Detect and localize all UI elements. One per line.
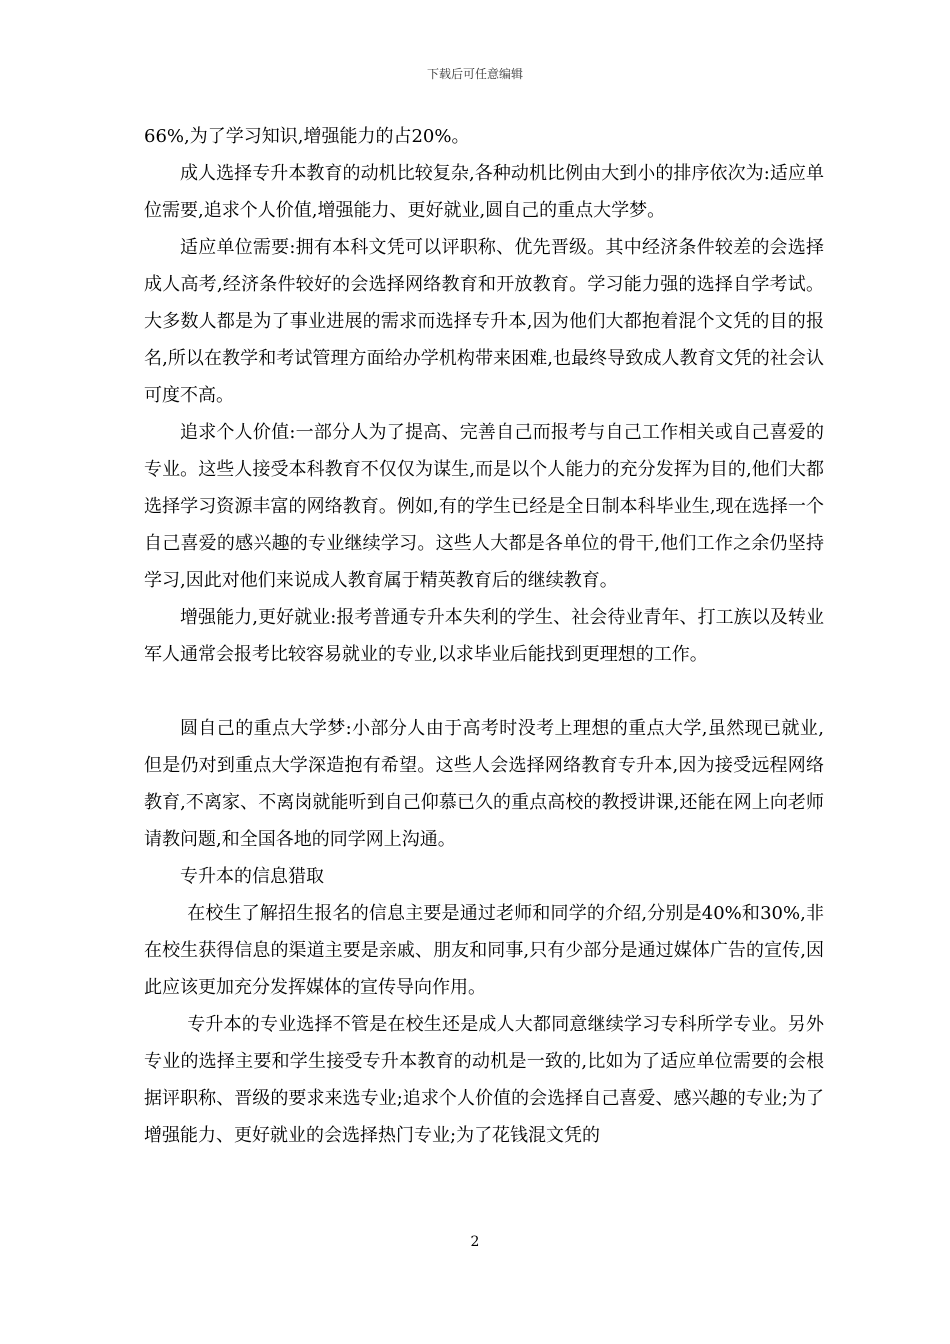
paragraph-adapt-unit-needs: 适应单位需要:拥有本科文凭可以评职称、优先晋级。其中经济条件较差的会选择成人高考,经济条件较好的会选择网络教育和开放教育。学习能力强的选择自学考试。大多数人都是为了事业进展的需求而选择专升本,因为他们大都抱着混个文凭的目的报名,所以在教学和考试管理方面给办学机构带来困难,也最终导致成人教育文凭的社会认可度不高。: [144, 237, 824, 406]
paragraph-personal-value: 追求个人价值:一部分人为了提高、完善自己而报考与自己工作相关或自己喜爱的专业。这些人接受本科教育不仅仅为谋生,而是以个人能力的充分发挥为目的,他们大都选择学习资源丰富的网络教育。例如,有的学生已经是全日制本科毕业生,现在选择一个自己喜爱的感兴趣的专业继续学习。这些人大都是各单位的骨干,他们工作之余仍坚持学习,因此对他们来说成人教育属于精英教育后的继续教育。: [144, 422, 824, 591]
paragraph-continuation: 66%,为了学习知识,增强能力的占20%。: [144, 126, 470, 147]
page-header: 下载后可任意编辑: [426, 67, 523, 81]
page-number: 2: [470, 1234, 480, 1250]
section-heading-information: 专升本的信息猎取: [180, 866, 324, 887]
paragraph-major-selection: 专升本的专业选择不管是在校生还是成人大都同意继续学习专科所学专业。另外专业的选择主要和学生接受专升本教育的动机是一致的,比如为了适应单位需要的会根据评职称、晋级的要求来选专业;追求个人价值的会选择自己喜爱、感兴趣的专业;为了增强能力、更好就业的会选择热门专业;为了花钱混文凭的: [144, 1014, 824, 1146]
paragraph-information-channels: 在校生了解招生报名的信息主要是通过老师和同学的介绍,分别是40%和30%,非在校生获得信息的渠道主要是亲戚、朋友和同事,只有少部分是通过媒体广告的宣传,因此应该更加充分发挥媒体的宣传导向作用。: [144, 903, 824, 998]
paragraph-key-university-dream: 圆自己的重点大学梦:小部分人由于高考时没考上理想的重点大学,虽然现已就业,但是仍对到重点大学深造抱有希望。这些人会选择网络教育专升本,因为接受远程网络教育,不离家、不离岗就能听到自己仰慕已久的重点高校的教授讲课,还能在网上向老师请教问题,和全国各地的同学网上沟通。: [144, 718, 824, 850]
document-body: [144, 118, 824, 1154]
blank-line: [144, 673, 824, 710]
paragraph-better-employment: 增强能力,更好就业:报考普通专升本失利的学生、社会待业青年、打工族以及转业军人通常会报考比较容易就业的专业,以求毕业后能找到更理想的工作。: [144, 607, 824, 665]
paragraph-motivation-overview: 成人选择专升本教育的动机比较复杂,各种动机比例由大到小的排序依次为:适应单位需要,追求个人价值,增强能力、更好就业,圆自己的重点大学梦。: [144, 163, 824, 221]
